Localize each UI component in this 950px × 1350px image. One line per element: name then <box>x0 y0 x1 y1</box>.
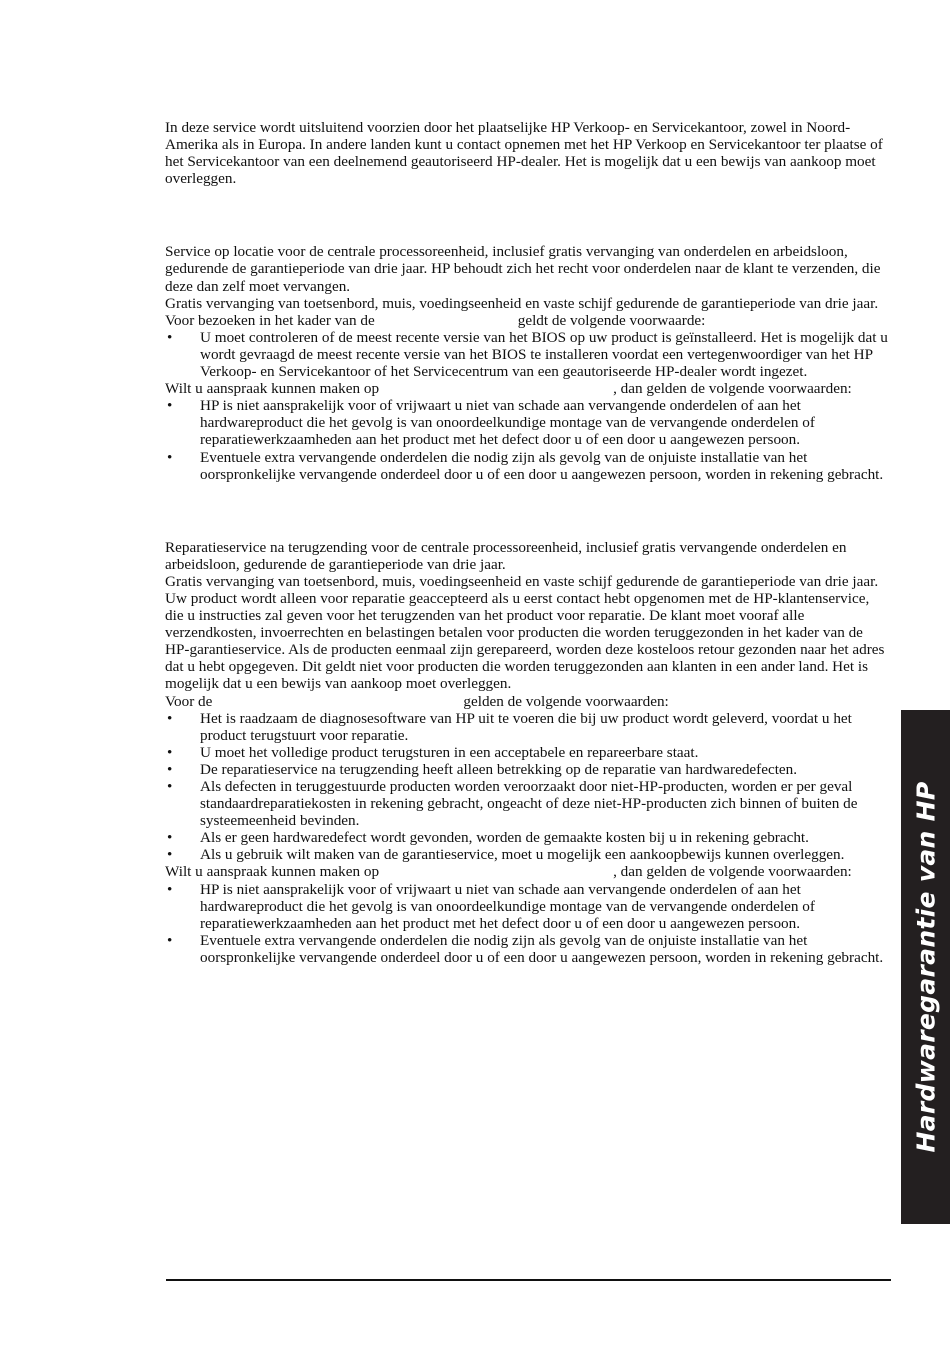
list-item: • U moet het volledige product terugsturen in een acceptabele en repareerbare staat. <box>165 744 890 761</box>
list-item: • U moet controleren of de meest recente versie van het BIOS op uw product is geïnstalleerd. Het is mogelijk dat u wordt gevraagd de meest recente versie van het BIOS te installeren voordat een vertegenwoordiger van het HP Verkoop- en Servicekantoor of het Servicecentrum van een geautoriseerde HP-dealer wordt ingezet. <box>165 329 890 380</box>
onsite-paragraph-2: Gratis vervanging van toetsenbord, muis, voedingseenheid en vaste schijf gedurende de garantieperiode van drie jaar. <box>165 294 879 312</box>
onsite-visits-condition: Voor bezoeken in het kader van de geldt de volgende voorwaarde: <box>165 311 706 329</box>
return-paragraph-3: Uw product wordt alleen voor reparatie geaccepteerd als u eerst contact hebt opgenomen met de HP-klantenservice, die u instructies zal geven voor het terugzenden van het product voor reparatie. De klant moet vooraf alle verzendkosten, invoerrechten en belastingen betalen voor producten die worden teruggezonden in het kader van de HP-garantieservice. Als de producten eenmaal zijn gerepareerd, worden deze kosteloos retour gezonden naar het adres dat u hebt opgegeven. Dit geldt niet voor producten die worden teruggezonden aan klanten in een ander land. Het is mogelijk dat u een bewijs van aankoop moet overleggen. <box>165 589 885 693</box>
return-paragraph-2: Gratis vervanging van toetsenbord, muis, voedingseenheid en vaste schijf gedurende de garantieperiode van drie jaar. <box>165 572 879 590</box>
onsite-claim-condition: Wilt u aanspraak kunnen maken op , dan gelden de volgende voorwaarden: <box>165 380 852 398</box>
list-item: • Als er geen hardwaredefect wordt gevonden, worden de gemaakte kosten bij u in rekening gebracht. <box>165 829 890 846</box>
return-paragraph-1: Reparatieservice na terugzending voor de centrale processoreenheid, inclusief gratis vervangende onderdelen en arbeidsloon, gedurende de garantieperiode van drie jaar. <box>165 538 847 573</box>
onsite-claim-list <box>165 397 890 482</box>
return-condition: Voor de gelden de volgende voorwaarden: <box>165 692 669 710</box>
list-item: • Eventuele extra vervangende onderdelen die nodig zijn als gevolg van de onjuiste installatie van het oorspronkelijke vervangende onderdeel door u of een door u aangewezen persoon, worden in rekening gebracht. <box>165 449 890 483</box>
onsite-service-section <box>165 243 890 482</box>
onsite-paragraph-1: Service op locatie voor de centrale processoreenheid, inclusief gratis vervanging van onderdelen en arbeidsloon, gedurende de garantieperiode van drie jaar. HP behoudt zich het recht voor onderdelen naar de klant te verzenden, die deze dan zelf moet vervangen. <box>165 243 881 295</box>
chapter-side-tab-label: Hardwaregarantie van HP <box>911 781 940 1153</box>
return-claim-condition: Wilt u aanspraak kunnen maken op , dan gelden de volgende voorwaarden: <box>165 863 852 881</box>
return-claim-list <box>165 881 890 966</box>
chapter-side-tab <box>901 710 950 1224</box>
list-item: • Als defecten in teruggestuurde producten worden veroorzaakt door niet-HP-producten, worden er per geval standaardreparatiekosten in rekening gebracht, ongeacht of deze niet-HP-producten zich binnen of buiten de systeemeenheid bevinden. <box>165 778 890 829</box>
list-item: • Als u gebruik wilt maken van de garantieservice, moet u mogelijk een aankoopbewijs kunnen overleggen. <box>165 846 890 863</box>
return-condition-list <box>165 710 890 864</box>
footer-divider <box>166 1279 891 1281</box>
intro-paragraph: In deze service wordt uitsluitend voorzien door het plaatselijke HP Verkoop- en Servicekantoor, zowel in Noord-Amerika als in Europa. In andere landen kunt u contact opnemen met het HP Verkoop en Servicekantoor ter plaatse of het Servicekantoor van een deelnemend geautoriseerd HP-dealer. Het is mogelijk dat u een bewijs van aankoop moet overleggen. <box>165 119 883 188</box>
list-item: • De reparatieservice na terugzending heeft alleen betrekking op de reparatie van hardwaredefecten. <box>165 761 890 778</box>
section-gap <box>165 187 890 243</box>
list-item: • HP is niet aansprakelijk voor of vrijwaart u niet van schade aan vervangende onderdelen of aan het hardwareproduct die het gevolg is van onoordeelkundige montage van de vervangende onderdelen of reparatiewerkzaamheden aan het product met het defect door u of een door u aangewezen persoon. <box>165 397 890 448</box>
section-gap <box>165 483 890 539</box>
return-service-section <box>165 539 890 966</box>
list-item: • HP is niet aansprakelijk voor of vrijwaart u niet van schade aan vervangende onderdelen of aan het hardwareproduct die het gevolg is van onoordeelkundige montage van de vervangende onderdelen of reparatiewerkzaamheden aan het product met het defect door u of een door u aangewezen persoon. <box>165 881 890 932</box>
list-item: • Eventuele extra vervangende onderdelen die nodig zijn als gevolg van de onjuiste installatie van het oorspronkelijke vervangende onderdeel door u of een door u aangewezen persoon, worden in rekening gebracht. <box>165 932 890 966</box>
onsite-visits-list <box>165 329 890 380</box>
list-item: • Het is raadzaam de diagnosesoftware van HP uit te voeren die bij uw product wordt geleverd, voordat u het product terugstuurt voor reparatie. <box>165 710 890 744</box>
page-body <box>165 119 890 966</box>
